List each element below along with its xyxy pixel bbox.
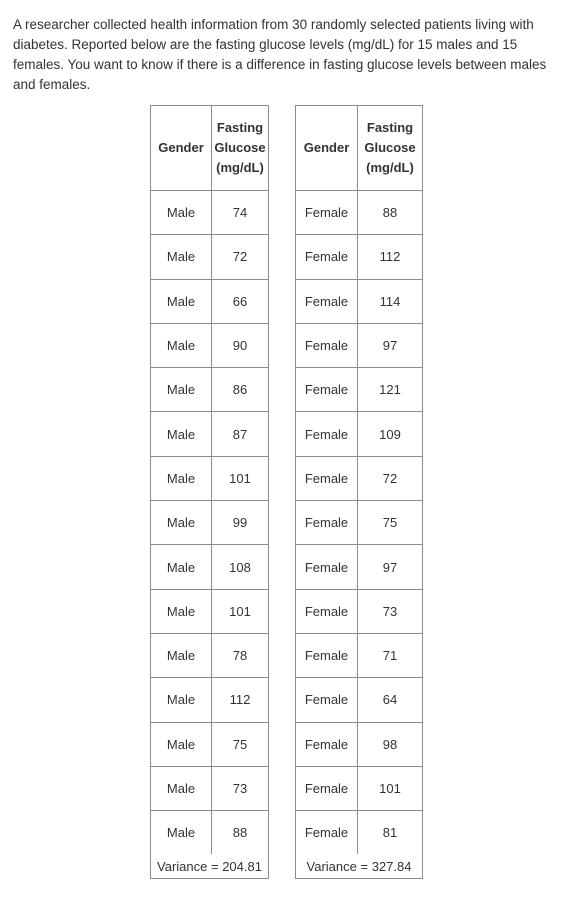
gender-cell: Male [151,323,212,367]
glucose-value-cell: 78 [212,633,269,677]
gender-cell: Male [151,368,212,412]
glucose-header-line: (mg/dL) [366,160,414,175]
glucose-value-cell: 101 [212,456,269,500]
glucose-column-header [358,106,423,191]
glucose-header-line: (mg/dL) [216,160,264,175]
glucose-value-cell: 86 [212,368,269,412]
gender-cell: Female [296,501,358,545]
table-row [296,191,423,235]
gender-cell: Male [151,722,212,766]
glucose-header-line: Glucose [364,140,416,155]
table-row [151,633,269,677]
glucose-column-header [212,106,269,191]
table-row [296,368,423,412]
gender-column-header: Gender [296,106,358,191]
gender-cell: Female [296,722,358,766]
gender-cell: Female [296,811,358,855]
gender-cell: Male [151,235,212,279]
glucose-value-cell: 112 [358,235,423,279]
table-row [296,811,423,855]
glucose-value-cell: 88 [358,191,423,235]
table-row [296,633,423,677]
table-row [296,323,423,367]
gender-cell: Male [151,501,212,545]
intro-paragraph: A researcher collected health information from 30 randomly selected patients living with diabetes. Reported below are the fasting glucose levels (mg/dL) for 15 males and 15 females. You want to know if there is a difference in fasting glucose levels between males and females. [13,17,547,92]
gender-cell: Male [151,589,212,633]
gender-cell: Female [296,545,358,589]
gender-cell: Female [296,191,358,235]
female-glucose-table [295,105,423,879]
gender-cell: Female [296,279,358,323]
table-row [296,678,423,722]
gender-cell: Female [296,323,358,367]
glucose-value-cell: 75 [212,722,269,766]
table-row [296,456,423,500]
table-row [151,811,269,855]
gender-cell: Female [296,368,358,412]
variance-cell: Variance = 204.81 [151,854,269,879]
glucose-value-cell: 90 [212,323,269,367]
glucose-value-cell: 72 [212,235,269,279]
table-row [151,191,269,235]
table-row [296,412,423,456]
table-header-row [151,106,269,191]
glucose-value-cell: 72 [358,456,423,500]
glucose-value-cell: 87 [212,412,269,456]
variance-cell: Variance = 327.84 [296,854,423,879]
gender-cell: Male [151,279,212,323]
table-row [296,722,423,766]
table-row [151,766,269,810]
glucose-header-line: Glucose [214,140,266,155]
glucose-value-cell: 74 [212,191,269,235]
glucose-header-line: Fasting [216,120,264,135]
gender-cell: Female [296,589,358,633]
glucose-value-cell: 97 [358,545,423,589]
glucose-value-cell: 73 [358,589,423,633]
table-row [296,235,423,279]
glucose-value-cell: 66 [212,279,269,323]
glucose-value-cell: 81 [358,811,423,855]
table-row [151,279,269,323]
glucose-value-cell: 109 [358,412,423,456]
table-row [151,501,269,545]
glucose-value-cell: 108 [212,545,269,589]
table-header-row [296,106,423,191]
gender-cell: Male [151,633,212,677]
glucose-value-cell: 101 [358,766,423,810]
table-row [151,368,269,412]
gender-cell: Male [151,545,212,589]
table-row [151,235,269,279]
male-glucose-table [150,105,269,879]
table-row [296,766,423,810]
gender-cell: Male [151,191,212,235]
gender-cell: Male [151,456,212,500]
gender-cell: Female [296,235,358,279]
glucose-value-cell: 71 [358,633,423,677]
glucose-value-cell: 88 [212,811,269,855]
table-row [151,456,269,500]
table-row [151,678,269,722]
glucose-header-line: Fasting [366,120,414,135]
variance-row [296,854,423,879]
table-row [151,722,269,766]
glucose-value-cell: 97 [358,323,423,367]
gender-cell: Female [296,456,358,500]
gender-column-header: Gender [151,106,212,191]
table-row [151,412,269,456]
glucose-value-cell: 112 [212,678,269,722]
glucose-value-cell: 121 [358,368,423,412]
table-row [296,501,423,545]
glucose-value-cell: 98 [358,722,423,766]
table-row [296,279,423,323]
glucose-value-cell: 99 [212,501,269,545]
gender-cell: Male [151,811,212,855]
table-row [151,589,269,633]
gender-cell: Male [151,766,212,810]
glucose-value-cell: 64 [358,678,423,722]
gender-cell: Female [296,412,358,456]
table-row [296,545,423,589]
gender-cell: Male [151,412,212,456]
glucose-value-cell: 75 [358,501,423,545]
gender-cell: Male [151,678,212,722]
glucose-value-cell: 114 [358,279,423,323]
table-row [151,545,269,589]
table-row [296,589,423,633]
glucose-value-cell: 73 [212,766,269,810]
variance-row [151,854,269,879]
gender-cell: Female [296,766,358,810]
gender-cell: Female [296,633,358,677]
gender-cell: Female [296,678,358,722]
glucose-value-cell: 101 [212,589,269,633]
table-row [151,323,269,367]
